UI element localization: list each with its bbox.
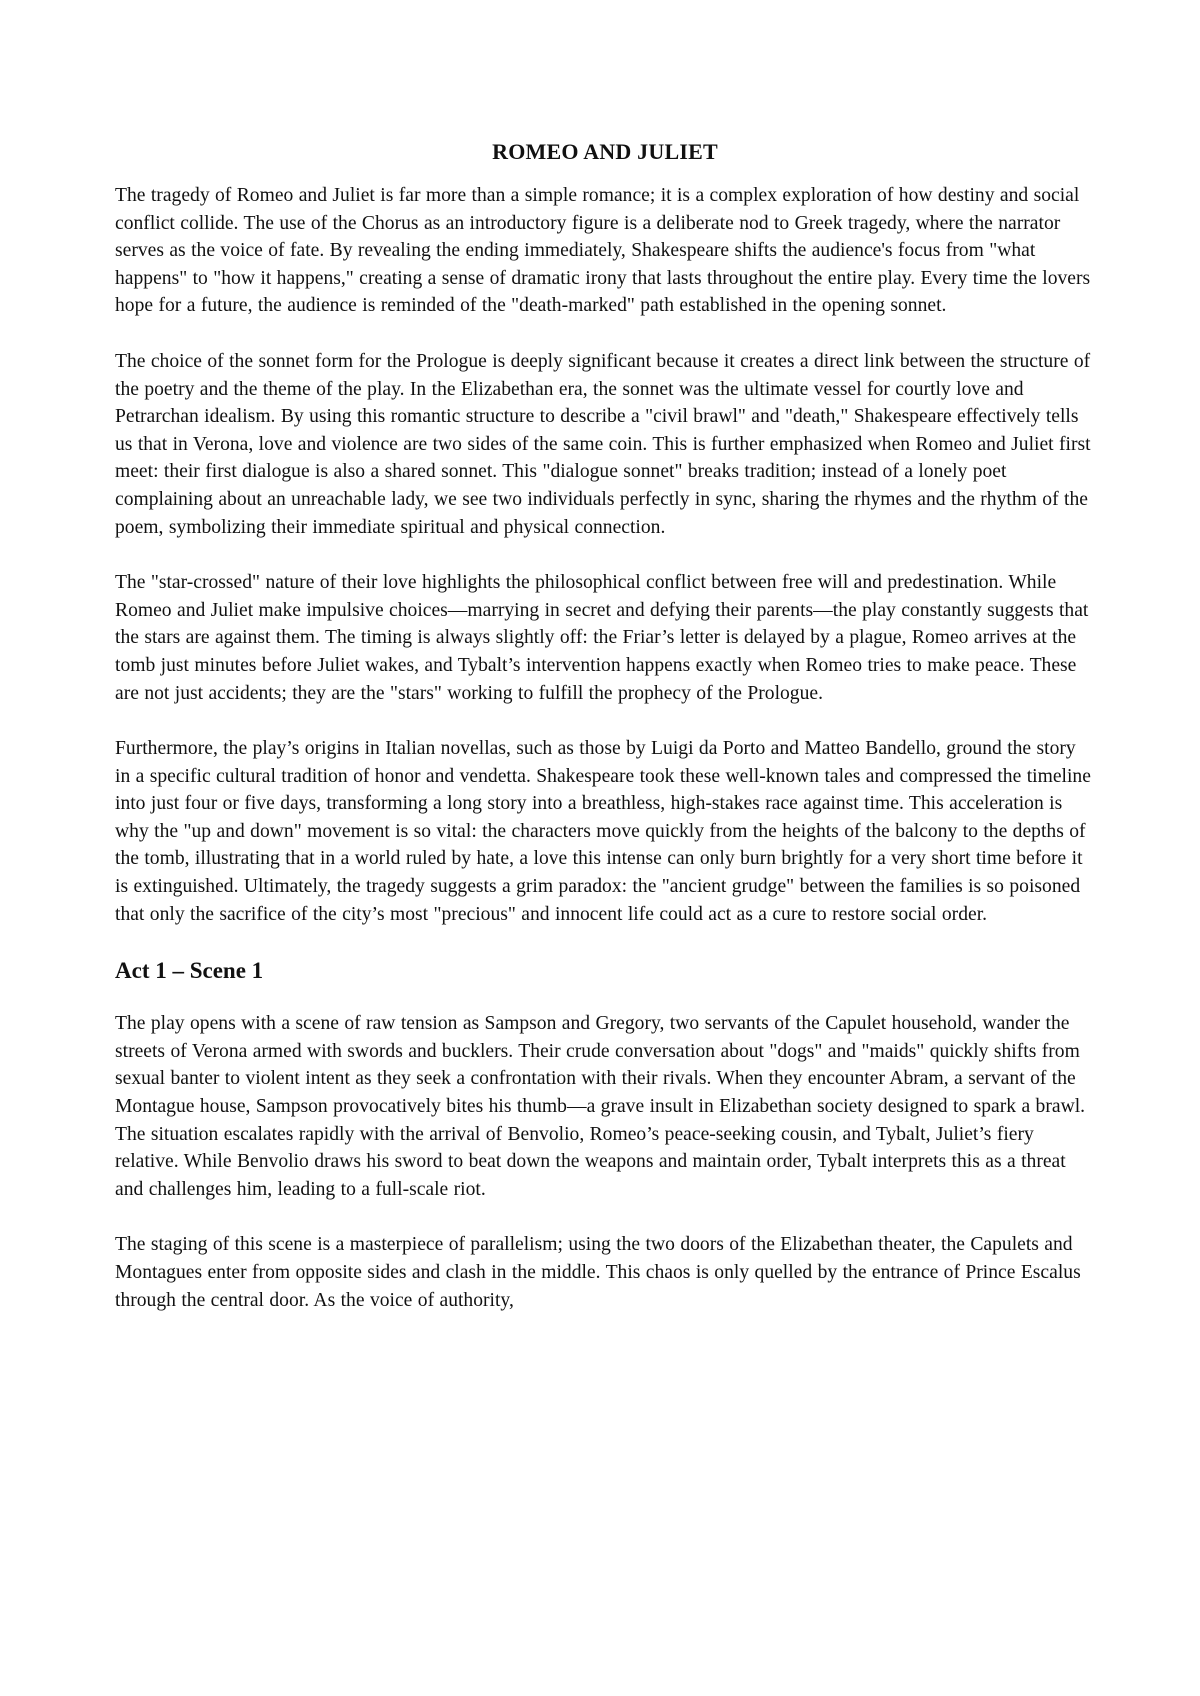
- intro-paragraph-2: The choice of the sonnet form for the Prologue is deeply significant because it creates a direct link between the structure of the poetry and the theme of the play. In the Elizabethan era, the sonnet was the ultimate vessel for courtly love and Petrarchan idealism. By using this romantic structure to describe a "civil brawl" and "death," Shakespeare effectively tells us that in Verona, love and violence are two sides of the same coin. This is further emphasized when Romeo and Juliet first meet: their first dialogue is also a shared sonnet. This "dialogue sonnet" breaks tradition; instead of a lonely poet complaining about an unreachable lady, we see two individuals perfectly in sync, sharing the rhymes and the rhythm of the poem, symbolizing their immediate spiritual and physical connection.: [115, 350, 1091, 538]
- section-paragraph-2: The staging of this scene is a masterpiece of parallelism; using the two doors of the Elizabethan theater, the Capulets and Montagues enter from opposite sides and clash in the middle. This chaos is only quelled by the entrance of Prince Escalus through the central door. As the voice of authority,: [115, 1234, 1081, 1311]
- intro-paragraph-4: Furthermore, the play’s origins in Italian novellas, such as those by Luigi da Porto and Matteo Bandello, ground the story in a specific cultural tradition of honor and vendetta. Shakespeare took these well-known tales and compressed the timeline into just four or five days, transforming a long story into a breathless, high-stakes race against time. This acceleration is why the "up and down" movement is so vital: the characters move quickly from the heights of the balcony to the depths of the tomb, illustrating that in a world ruled by hate, a love this intense can only burn brightly for a very short time before it is extinguished. Ultimately, the tragedy suggests a grim paradox: the "ancient grudge" between the families is so poisoned that only the sacrifice of the city’s most "precious" and innocent life could act as a cure to restore social order.: [115, 738, 1091, 925]
- document-title: ROMEO AND JULIET: [492, 139, 718, 164]
- section-heading: Act 1 – Scene 1: [115, 958, 264, 984]
- intro-paragraph-1: The tragedy of Romeo and Juliet is far more than a simple romance; it is a complex exploration of how destiny and social conflict collide. The use of the Chorus as an introductory figure is a deliberate nod to Greek tragedy, where the narrator serves as the voice of fate. By revealing the ending immediately, Shakespeare shifts the audience's focus from "what happens" to "how it happens," creating a sense of dramatic irony that lasts throughout the entire play. Every time the lovers hope for a future, the audience is reminded of the "death-marked" path established in the opening sonnet.: [115, 185, 1091, 317]
- section-paragraph-1: The play opens with a scene of raw tension as Sampson and Gregory, two servants of the Capulet household, wander the streets of Verona armed with swords and bucklers. Their crude conversation about "dogs" and "maids" quickly shifts from sexual banter to violent intent as they seek a confrontation with their rivals. When they encounter Abram, a servant of the Montague house, Sampson provocatively bites his thumb—a grave insult in Elizabethan society designed to spark a brawl. The situation escalates rapidly with the arrival of Benvolio, Romeo’s peace-seeking cousin, and Tybalt, Juliet’s fiery relative. While Benvolio draws his sword to beat down the weapons and maintain order, Tybalt interprets this as a threat and challenges him, leading to a full-scale riot.: [115, 1013, 1086, 1200]
- document-page: [115, 138, 1095, 1342]
- intro-paragraph-3: The "star-crossed" nature of their love highlights the philosophical conflict between free will and predestination. While Romeo and Juliet make impulsive choices—marrying in secret and defying their parents—the play constantly suggests that the stars are against them. The timing is always slightly off: the Friar’s letter is delayed by a plague, Romeo arrives at the tomb just minutes before Juliet wakes, and Tybalt’s intervention happens exactly when Romeo tries to make peace. These are not just accidents; they are the "stars" working to fulfill the prophecy of the Prologue.: [115, 572, 1089, 704]
